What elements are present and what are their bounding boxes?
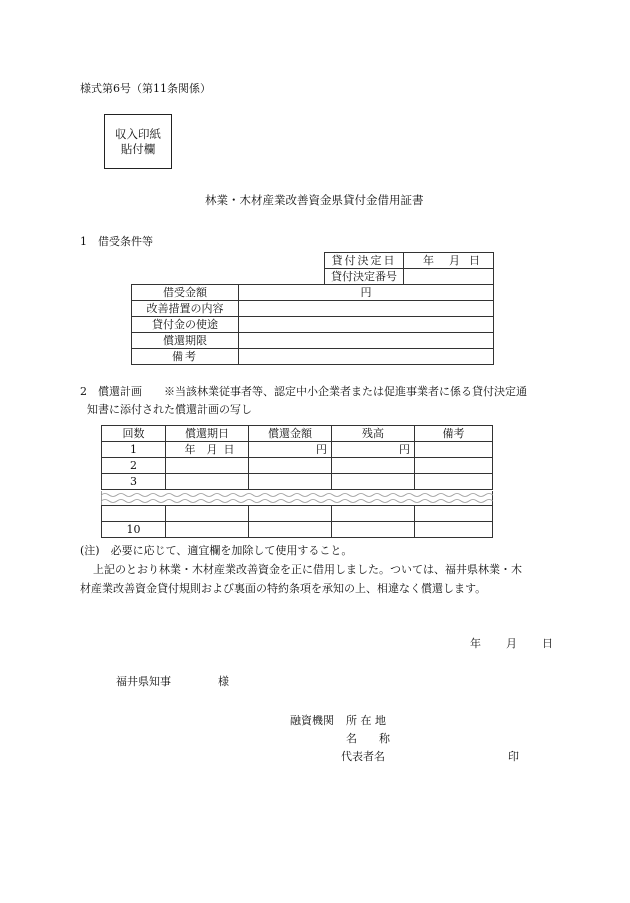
conditions-row xyxy=(132,333,494,349)
decision-table xyxy=(324,252,494,285)
repayment-table xyxy=(101,425,493,490)
repayment-no: 1 xyxy=(102,442,166,458)
conditions-label: 償還期限 xyxy=(132,333,239,349)
decision-date-year: 年 xyxy=(423,254,434,267)
decision-number-value xyxy=(404,269,494,285)
decision-number-label: 貸付決定番号 xyxy=(325,269,404,285)
issue-date-year: 年 xyxy=(470,637,481,650)
decision-date-value xyxy=(404,253,494,269)
section2-heading-line2: 知書に添付された償還計画の写し xyxy=(87,403,252,416)
document-title: 林業・木材産業改善資金県貸付金借用証書 xyxy=(205,193,424,207)
repayment-row xyxy=(102,474,493,490)
decision-date-label: 貸付決定日 xyxy=(325,253,404,269)
repayment-no: 3 xyxy=(102,474,166,490)
issue-date-month: 月 xyxy=(506,637,517,650)
decision-number-row xyxy=(325,269,494,285)
decision-date-month: 月 xyxy=(449,254,460,267)
repayment-col-header: 備考 xyxy=(415,426,493,442)
revenue-stamp-box xyxy=(104,114,172,169)
conditions-row xyxy=(132,349,494,365)
repayment-date-month: 月 xyxy=(206,443,218,456)
addressee-name: 福井県知事 xyxy=(116,675,171,688)
repayment-header-row xyxy=(102,426,493,442)
form-header: 様式第6号（第11条関係） xyxy=(80,82,211,95)
repayment-table-lower xyxy=(101,505,493,538)
conditions-row xyxy=(132,317,494,333)
repayment-date-year: 年 xyxy=(184,443,196,456)
conditions-label: 備考 xyxy=(132,349,239,365)
repayment-remarks xyxy=(415,442,493,458)
name-label: 名 称 xyxy=(346,732,390,745)
repayment-row xyxy=(102,506,493,522)
addressee-suffix: 様 xyxy=(218,675,229,688)
conditions-label: 借受金額 xyxy=(132,285,239,301)
repayment-no: 10 xyxy=(102,522,166,538)
conditions-value: 円 xyxy=(239,285,494,301)
body-line1: 上記のとおり林業・木材産業改善資金を正に借用しました。ついては、福井県林業・木 xyxy=(93,563,522,576)
table-break-wave xyxy=(101,491,493,505)
note: (注) 必要に応じて、適宜欄を加除して使用すること。 xyxy=(80,544,353,557)
stamp-box-line2: 貼付欄 xyxy=(120,141,156,156)
seal-mark: 印 xyxy=(508,750,519,763)
conditions-value xyxy=(239,349,494,365)
repayment-balance: 円 xyxy=(332,442,415,458)
repayment-row xyxy=(102,442,493,458)
repayment-no: 2 xyxy=(102,458,166,474)
repayment-amount: 円 xyxy=(249,442,332,458)
repayment-row xyxy=(102,522,493,538)
conditions-table xyxy=(131,284,494,365)
representative-label: 代表者名 xyxy=(341,750,385,763)
section1-heading: 1 借受条件等 xyxy=(80,235,153,248)
repayment-col-header: 残高 xyxy=(332,426,415,442)
decision-date-day: 日 xyxy=(469,254,480,267)
conditions-value xyxy=(239,333,494,349)
conditions-row xyxy=(132,301,494,317)
address-label: 所 在 地 xyxy=(346,714,386,727)
conditions-label: 改善措置の内容 xyxy=(132,301,239,317)
repayment-col-header: 回数 xyxy=(102,426,166,442)
issue-date-day: 日 xyxy=(542,637,553,650)
conditions-row xyxy=(132,285,494,301)
repayment-col-header: 償還期日 xyxy=(166,426,249,442)
conditions-value xyxy=(239,301,494,317)
institution-label: 融資機関 xyxy=(290,714,334,727)
conditions-label: 貸付金の使途 xyxy=(132,317,239,333)
decision-date-row xyxy=(325,253,494,269)
issue-date xyxy=(470,635,553,651)
repayment-date xyxy=(166,442,249,458)
body-line2: 材産業改善資金貸付規則および裏面の特約条項を承知の上、相違なく償還します。 xyxy=(80,582,487,595)
section2-heading-line1: 2 償還計画 ※当該林業従事者等、認定中小企業者または促進事業者に係る貸付決定通 xyxy=(80,385,527,398)
repayment-date-day: 日 xyxy=(223,443,235,456)
stamp-box-line1: 収入印紙 xyxy=(115,126,161,141)
repayment-row xyxy=(102,458,493,474)
repayment-col-header: 償還金額 xyxy=(249,426,332,442)
conditions-value xyxy=(239,317,494,333)
